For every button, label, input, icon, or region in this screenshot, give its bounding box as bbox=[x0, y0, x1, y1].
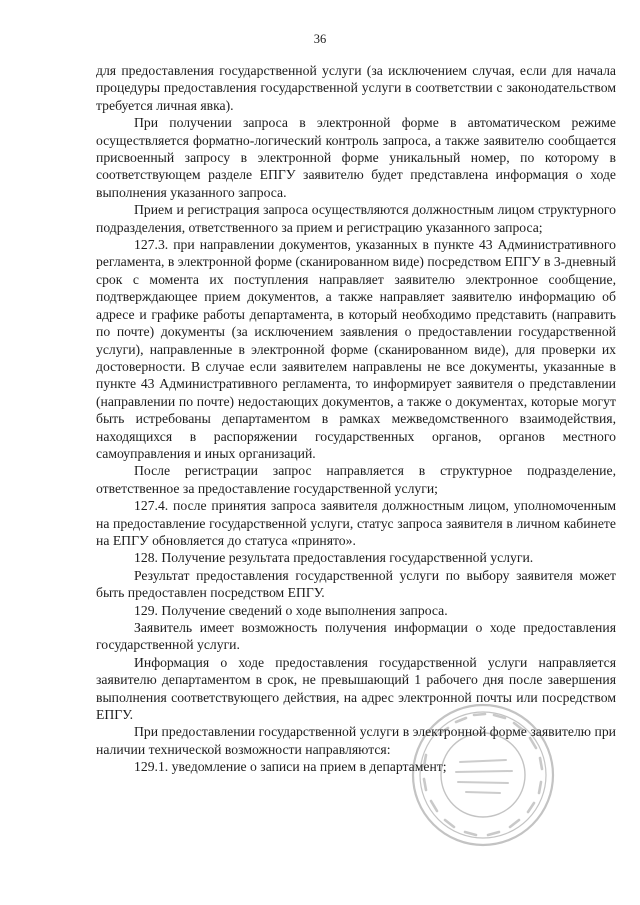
paragraph-registration: Прием и регистрация запроса осуществляются должностным лицом структурного подразделения, ответственного за прием и регистрацию указанного запроса; bbox=[96, 202, 616, 235]
paragraph-notifications: При предоставлении государственной услуги в электронной форме заявителю при наличии технической возможности направляются: bbox=[96, 724, 616, 757]
paragraph-128: 128. Получение результата предоставления государственной услуги. bbox=[134, 550, 534, 566]
paragraph-electronic-request: При получении запроса в электронной форме в автоматическом режиме осуществляется форматно-логический контроль запроса, а также заявителю сообщается присвоенный запросу в электронной форме уникальный номер, по которому в соответствующем разделе ЕПГУ заявителю будет представлена информация о ходе выполнения указанного запроса. bbox=[96, 115, 616, 200]
paragraph-127-3: 127.3. при направлении документов, указанных в пункте 43 Административного регламента, в электронной форме (сканированном виде) посредством ЕПГУ в 3-дневный срок с момента их поступления направляет заявителю электронное сообщение, подтверждающее прием документов, а также направляет заявителю информацию об адресе и графике работы департамента, в который необходимо представить (направить по почте) документы (за исключением заявления о предоставлении государственной услуги), направленные в электронной форме (сканированном виде), для проверки их достоверности. В случае если заявителем направлены не все документы, указанные в пункте 43 Административного регламента, то информирует заявителя о представлении (направлении по почте) недостающих документов, а также о документах, которые могут быть истребованы департаментом в рамках межведомственного взаимодействия, находящихся в распоряжении государственных органов, органов местного самоуправления и иных организаций. bbox=[96, 237, 616, 461]
paragraph-129: 129. Получение сведений о ходе выполнения запроса. bbox=[134, 602, 448, 618]
paragraph-continuation: для предоставления государственной услуги (за исключением случая, если для начала процедуры предоставления государственной услуги в соответствии с законодательством требуется личная явка). bbox=[96, 63, 616, 113]
paragraph-127-4: 127.4. после принятия запроса заявителя должностным лицом, уполномоченным на предоставление государственной услуги, статус запроса заявителя в личном кабинете на ЕПГУ обновляется до статуса «принято». bbox=[96, 498, 616, 548]
paragraph-after-registration: После регистрации запрос направляется в структурное подразделение, ответственное за предоставление государственной услуги; bbox=[96, 463, 616, 496]
round-seal-icon bbox=[408, 700, 558, 850]
page-number: 36 bbox=[313, 32, 327, 46]
document-body bbox=[96, 62, 616, 776]
paragraph-result: Результат предоставления государственной услуги по выбору заявителя может быть предоставлен посредством ЕПГУ. bbox=[96, 567, 616, 601]
paragraph-progress-info: Информация о ходе предоставления государственной услуги направляется заявителю департаментом в срок, не превышающий 1 рабочего дня после завершения выполнения соответствующего действия, на адрес электронной почты или посредством ЕПГУ. bbox=[96, 654, 616, 723]
paragraph-applicant-info: Заявитель имеет возможность получения информации о ходе предоставления государственной услуги. bbox=[96, 620, 616, 653]
paragraph-129-1: 129.1. уведомление о записи на прием в департамент; bbox=[134, 759, 447, 775]
